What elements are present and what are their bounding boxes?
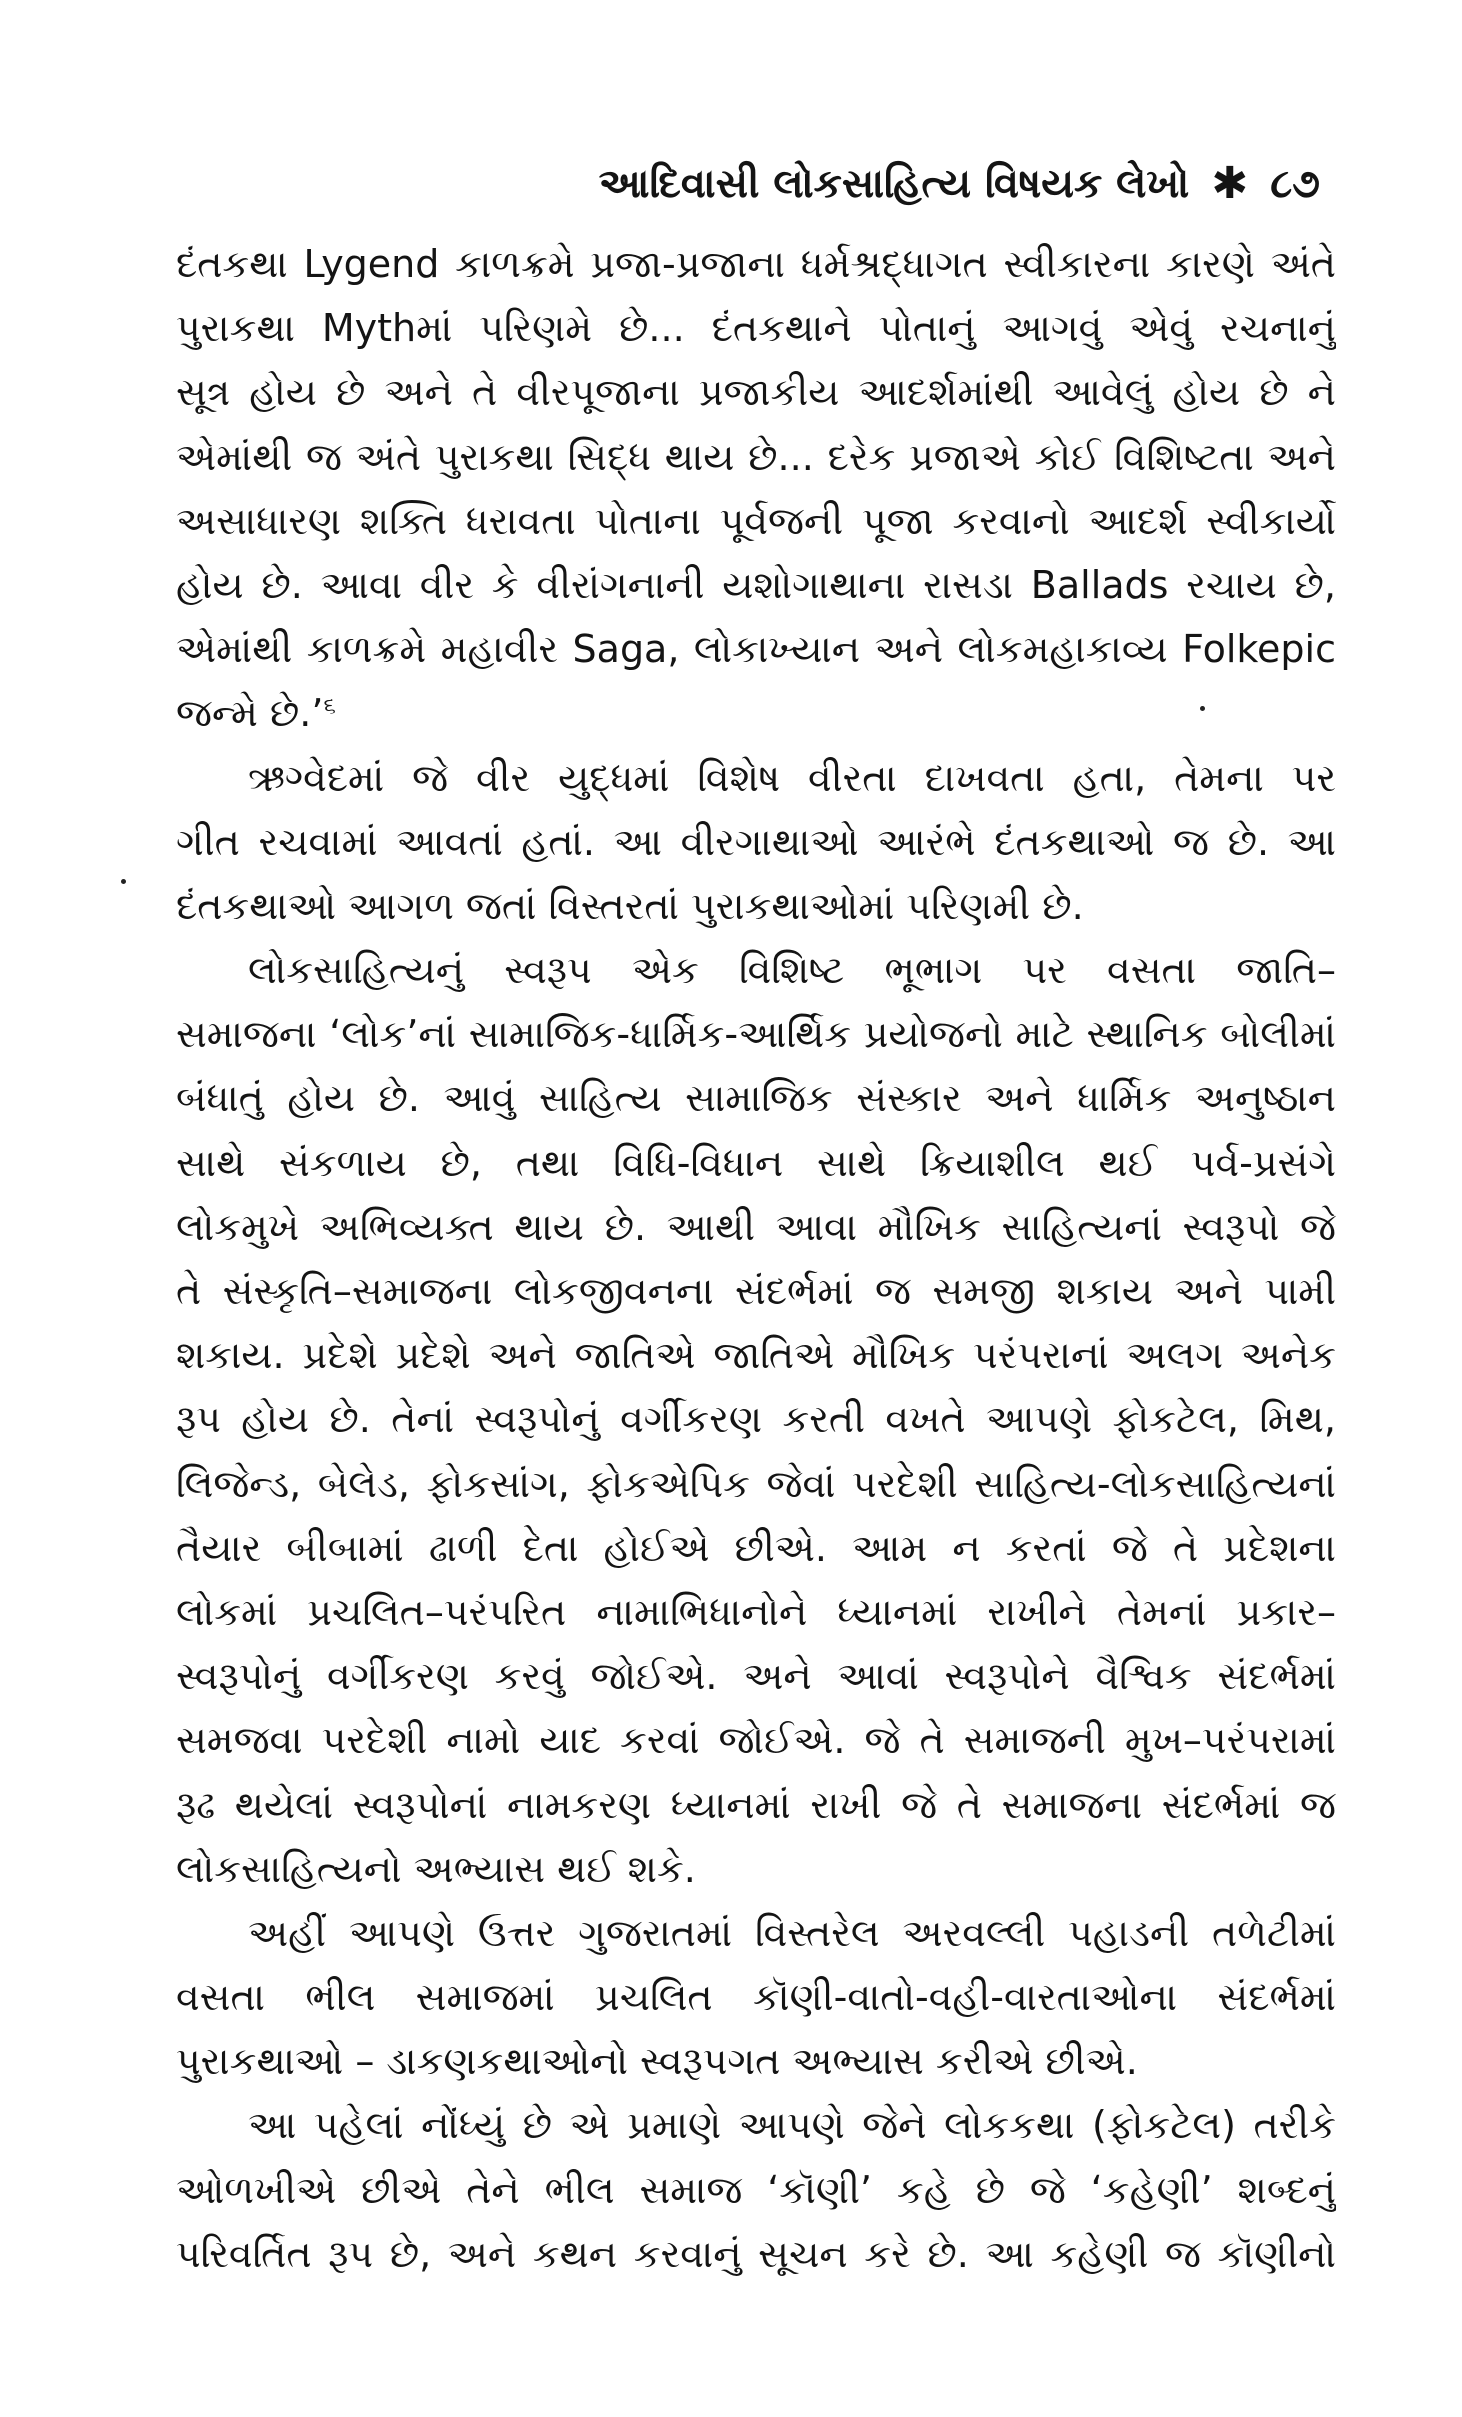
paragraph-1 xyxy=(176,232,1336,746)
text-line: સાથે સંકળાય છે, તથા વિધિ-વિધાન સાથે ક્રિયાશીલ થઈ પર્વ-પ્રસંગે xyxy=(176,1140,1336,1185)
text-line: સૂત્ર હોય છે અને તે વીરપૂજાના પ્રજાકીય આદર્શમાંથી આવેલું હોય છે ને xyxy=(176,370,1336,415)
text-line: એમાંથી જ અંતે પુરાકથા સિદ્ધ થાય છે... દરેક પ્રજાએ કોઈ વિશિષ્ટતા અને xyxy=(176,434,1336,479)
text-line: દંતકથા Lygend કાળક્રમે પ્રજા-પ્રજાના ધર્મશ્રદ્ધાગત સ્વીકારના કારણે અંતે xyxy=(176,242,1336,286)
text-line: ગીત રચવામાં આવતાં હતાં. આ વીરગાથાઓ આરંભે દંતકથાઓ જ છે. આ xyxy=(176,819,1336,864)
text-line: પુરાકથા Mythમાં પરિણમે છે... દંતકથાને પોતાનું આગવું એવું રચનાનું xyxy=(176,306,1336,351)
text-line: શકાય. પ્રદેશે પ્રદેશે અને જાતિએ જાતિએ મૌખિક પરંપરાનાં અલગ અનેક xyxy=(176,1333,1336,1378)
text-line: તે સંસ્કૃતિ–સમાજના લોકજીવનના સંદર્ભમાં જ સમજી શકાય અને પામી xyxy=(176,1269,1336,1313)
text-line: લોકસાહિત્યનું સ્વરૂપ એક વિશિષ્ટ ભૂભાગ પર વસતા જાતિ– xyxy=(248,948,1336,993)
text-line: લોકસાહિત્યનો અભ્યાસ થઈ શકે. xyxy=(176,1846,696,1891)
text-line-end: જન્મે છે.’ xyxy=(176,691,324,736)
star-icon: ✱ xyxy=(1211,158,1249,209)
text-line: ઋગ્વેદમાં જે વીર યુદ્ધમાં વિશેષ વીરતા દાખવતા હતા, તેમના પર xyxy=(248,755,1336,800)
body-text xyxy=(176,232,1336,2286)
text-line: હોય છે. આવા વીર કે વીરાંગનાની યશોગાથાના રાસડા Ballads રચાય છે, xyxy=(176,562,1336,607)
text-line: સ્વરૂપોનું વર્ગીકરણ કરવું જોઈએ. અને આવાં સ્વરૂપોને વૈશ્વિક સંદર્ભમાં xyxy=(176,1654,1336,1699)
text-line: લોકમુખે અભિવ્યક્ત થાય છે. આથી આવા મૌખિક સાહિત્યનાં સ્વરૂપો જે xyxy=(176,1204,1336,1249)
page-number: ૮૭ xyxy=(1270,161,1320,207)
text-line xyxy=(176,681,1336,745)
text-line: સમાજના ‘લોક’નાં સામાજિક-ધાર્મિક-આર્થિક પ્રયોજનો માટે સ્થાનિક બોલીમાં xyxy=(176,1012,1336,1057)
text-line: રૂપ હોય છે. તેનાં સ્વરૂપોનું વર્ગીકરણ કરતી વખતે આપણે ફોકટેલ, મિથ, xyxy=(176,1397,1336,1442)
paragraph-3 xyxy=(176,938,1336,1901)
paragraph-2 xyxy=(176,746,1336,939)
text-line: વસતા ભીલ સમાજમાં પ્રચલિત કૉણી-વાતો-વહી-વારતાઓના સંદર્ભમાં xyxy=(176,1975,1336,2020)
running-header xyxy=(600,148,1320,220)
text-line: પુરાકથાઓ – ડાકણકથાઓનો સ્વરૂપગત અભ્યાસ કરીએ છીએ. xyxy=(176,2039,1138,2084)
text-line: બંધાતું હોય છે. આવું સાહિત્ય સામાજિક સંસ્કાર અને ધાર્મિક અનુષ્ઠાન xyxy=(176,1076,1336,1121)
stray-mark xyxy=(121,879,126,884)
running-title: આદિવાસી લોકસાહિત્ય વિષયક લેખો xyxy=(598,161,1190,207)
footnote-marker: ૬ xyxy=(323,693,336,719)
text-line: લિજેન્ડ, બેલેડ, ફોકસાંગ, ફોકએપિક જેવાં પરદેશી સાહિત્ય-લોકસાહિત્યનાં xyxy=(176,1461,1336,1506)
text-line: એમાંથી કાળક્રમે મહાવીર Saga, લોકાખ્યાન અને લોકમહાકાવ્ય Folkepic xyxy=(176,627,1336,672)
paragraph-5 xyxy=(176,2093,1336,2286)
text-line: રૂઢ થયેલાં સ્વરૂપોનાં નામકરણ ધ્યાનમાં રાખી જે તે સમાજના સંદર્ભમાં જ xyxy=(176,1782,1336,1827)
text-line: આ પહેલાં નોંધ્યું છે એ પ્રમાણે આપણે જેને લોકકથા (ફોકટેલ) તરીકે xyxy=(248,2103,1336,2148)
text-line: લોકમાં પ્રચલિત–પરંપરિત નામાભિધાનોને ધ્યાનમાં રાખીને તેમનાં પ્રકાર– xyxy=(176,1589,1336,1634)
text-line: દંતકથાઓ આગળ જતાં વિસ્તરતાં પુરાકથાઓમાં પરિણમી છે. xyxy=(176,883,1084,928)
text-line: પરિવર્તિત રૂપ છે, અને કથન કરવાનું સૂચન કરે છે. આ કહેણી જ કૉણીનો xyxy=(176,2231,1336,2276)
text-line: અહીં આપણે ઉત્તર ગુજરાતમાં વિસ્તરેલ અરવલ્લી પહાડની તળેટીમાં xyxy=(248,1910,1336,1955)
text-line: સમજવા પરદેશી નામો યાદ કરવાં જોઈએ. જે તે સમાજની મુખ–પરંપરામાં xyxy=(176,1718,1336,1763)
stray-mark xyxy=(1200,706,1205,711)
text-line: અસાધારણ શક્તિ ધરાવતા પોતાના પૂર્વજની પૂજા કરવાનો આદર્શ સ્વીકાર્યો xyxy=(176,498,1336,543)
text-line: ઓળખીએ છીએ તેને ભીલ સમાજ ‘કૉણી’ કહે છે જે ‘કહેણી’ શબ્દનું xyxy=(176,2167,1336,2212)
paragraph-4 xyxy=(176,1901,1336,2094)
text-line: તૈયાર બીબામાં ઢાળી દેતા હોઈએ છીએ. આમ ન કરતાં જે તે પ્રદેશના xyxy=(176,1525,1336,1570)
